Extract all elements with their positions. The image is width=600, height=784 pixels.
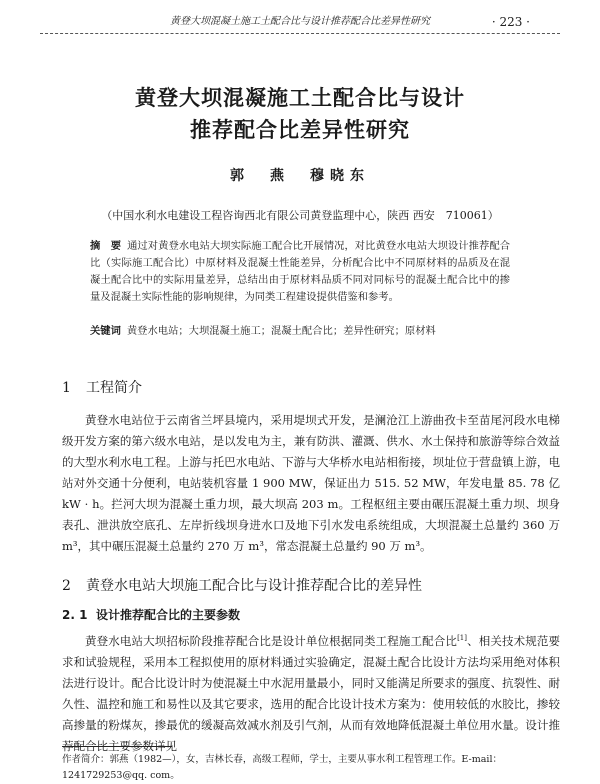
- section-2-1-title: 设计推荐配合比的主要参数: [96, 608, 241, 622]
- paper-title: [60, 82, 540, 146]
- header-rule: [40, 33, 560, 34]
- title-line-2: 推荐配合比差异性研究: [190, 118, 410, 142]
- authors: 郭 燕 穆晓东: [230, 168, 370, 184]
- title-line-1: 黄登大坝混凝施工土配合比与设计: [135, 86, 465, 110]
- para-text-after-ref: 、相关技术规范要求和试验规程，采用本工程拟使用的原材料通过实验确定，混凝土配合比设计方法均采用绝对体积法进行设计。配合比设计时为使混凝土中水泥用量最小，同时又能满足所要求的强度、抗裂性、耐久性、温控和施工和易性以及其它要求，选用的配合比设计技术方案为：使用较低的水胶比，掺较高掺量的粉煤灰，掺最优的缓凝高效减水剂及引气剂，从而有效地降低混凝土单位用水量。设计推荐配合比主要参数详见: [62, 633, 560, 753]
- section-2-number: 2: [62, 578, 71, 594]
- keywords: [90, 323, 510, 340]
- affiliation: （中国水利水电建设工程咨询西北有限公司黄登监理中心，陕西 西安 710061）: [101, 209, 499, 222]
- para-text-before-ref: 黄登水电站大坝招标阶段推荐配合比是设计单位根据同类工程施工配合比: [85, 633, 458, 648]
- running-title: 黄登大坝混凝土施工土配合比与设计推荐配合比差异性研究: [170, 16, 430, 27]
- section-2-1-paragraph: [62, 628, 560, 757]
- section-2-1-heading: [62, 606, 240, 624]
- reference-marker: [1]: [457, 634, 467, 642]
- abstract: [90, 238, 510, 306]
- section-2-title: 黄登水电站大坝施工配合比与设计推荐配合比的差异性: [86, 578, 422, 594]
- section-2-heading: [62, 576, 422, 596]
- abstract-label: 摘 要: [90, 240, 122, 252]
- section-1-paragraph: 黄登水电站位于云南省兰坪县境内，采用堤坝式开发，是澜沧江上游曲孜卡至苗尾河段水电梯级开发方案的第六级水电站，是以发电为主，兼有防洪、灌溉、供水、水土保持和旅游等综合效益的大型水利水电工程。上游与托巴水电站、下游与大华桥水电站相衔接，坝址位于营盘镇上游，电站对外交通十分便利，电站装机容量 1 900 MW，保证出力 515. 52 MW，年发电量 85. 78 亿 kW · h。拦河大坝为混凝土重力坝，最大坝高 203 m。工程枢纽主要由碾压混凝土重力坝、坝身表孔、泄洪放空底孔、左岸折线坝身进水口及地下引水发电系统组成，大坝混凝土总量约 360 万 m³，其中碾压混凝土总量约 270 万 m³，常态混凝土总量约 90 万 m³。: [62, 413, 560, 553]
- page-number: · 223 ·: [491, 15, 530, 29]
- footnote-rule: [62, 746, 172, 747]
- section-1-heading: [62, 378, 142, 398]
- keywords-label: 关键词: [90, 325, 121, 337]
- author-footnote: 作者简介：郭燕（1982—），女，吉林长春，高级工程师，学士，主要从事水利工程管理工作。E-mail：1241729253@qq. com。: [62, 754, 502, 781]
- section-1-number: 1: [62, 380, 71, 396]
- section-1-title: 工程简介: [86, 380, 142, 396]
- running-header: [60, 12, 540, 32]
- keywords-text: 黄登水电站；大坝混凝土施工；混凝土配合比；差异性研究；原材料: [126, 325, 436, 337]
- section-2-1-number: 2. 1: [62, 608, 88, 622]
- abstract-text: 通过对黄登水电站大坝实际施工配合比开展情况，对比黄登水电站大坝设计推荐配合比（实际施工配合比）中原材料及混凝土性能差异，分析配合比中不同原材料的品质及在混凝土配合比中的实际用量差异，总结出由于原材料品质不同对同标号的混凝土配合比中的掺量及混凝土实际性能的影响规律，为同类工程建设提供借鉴和参考。: [90, 240, 511, 303]
